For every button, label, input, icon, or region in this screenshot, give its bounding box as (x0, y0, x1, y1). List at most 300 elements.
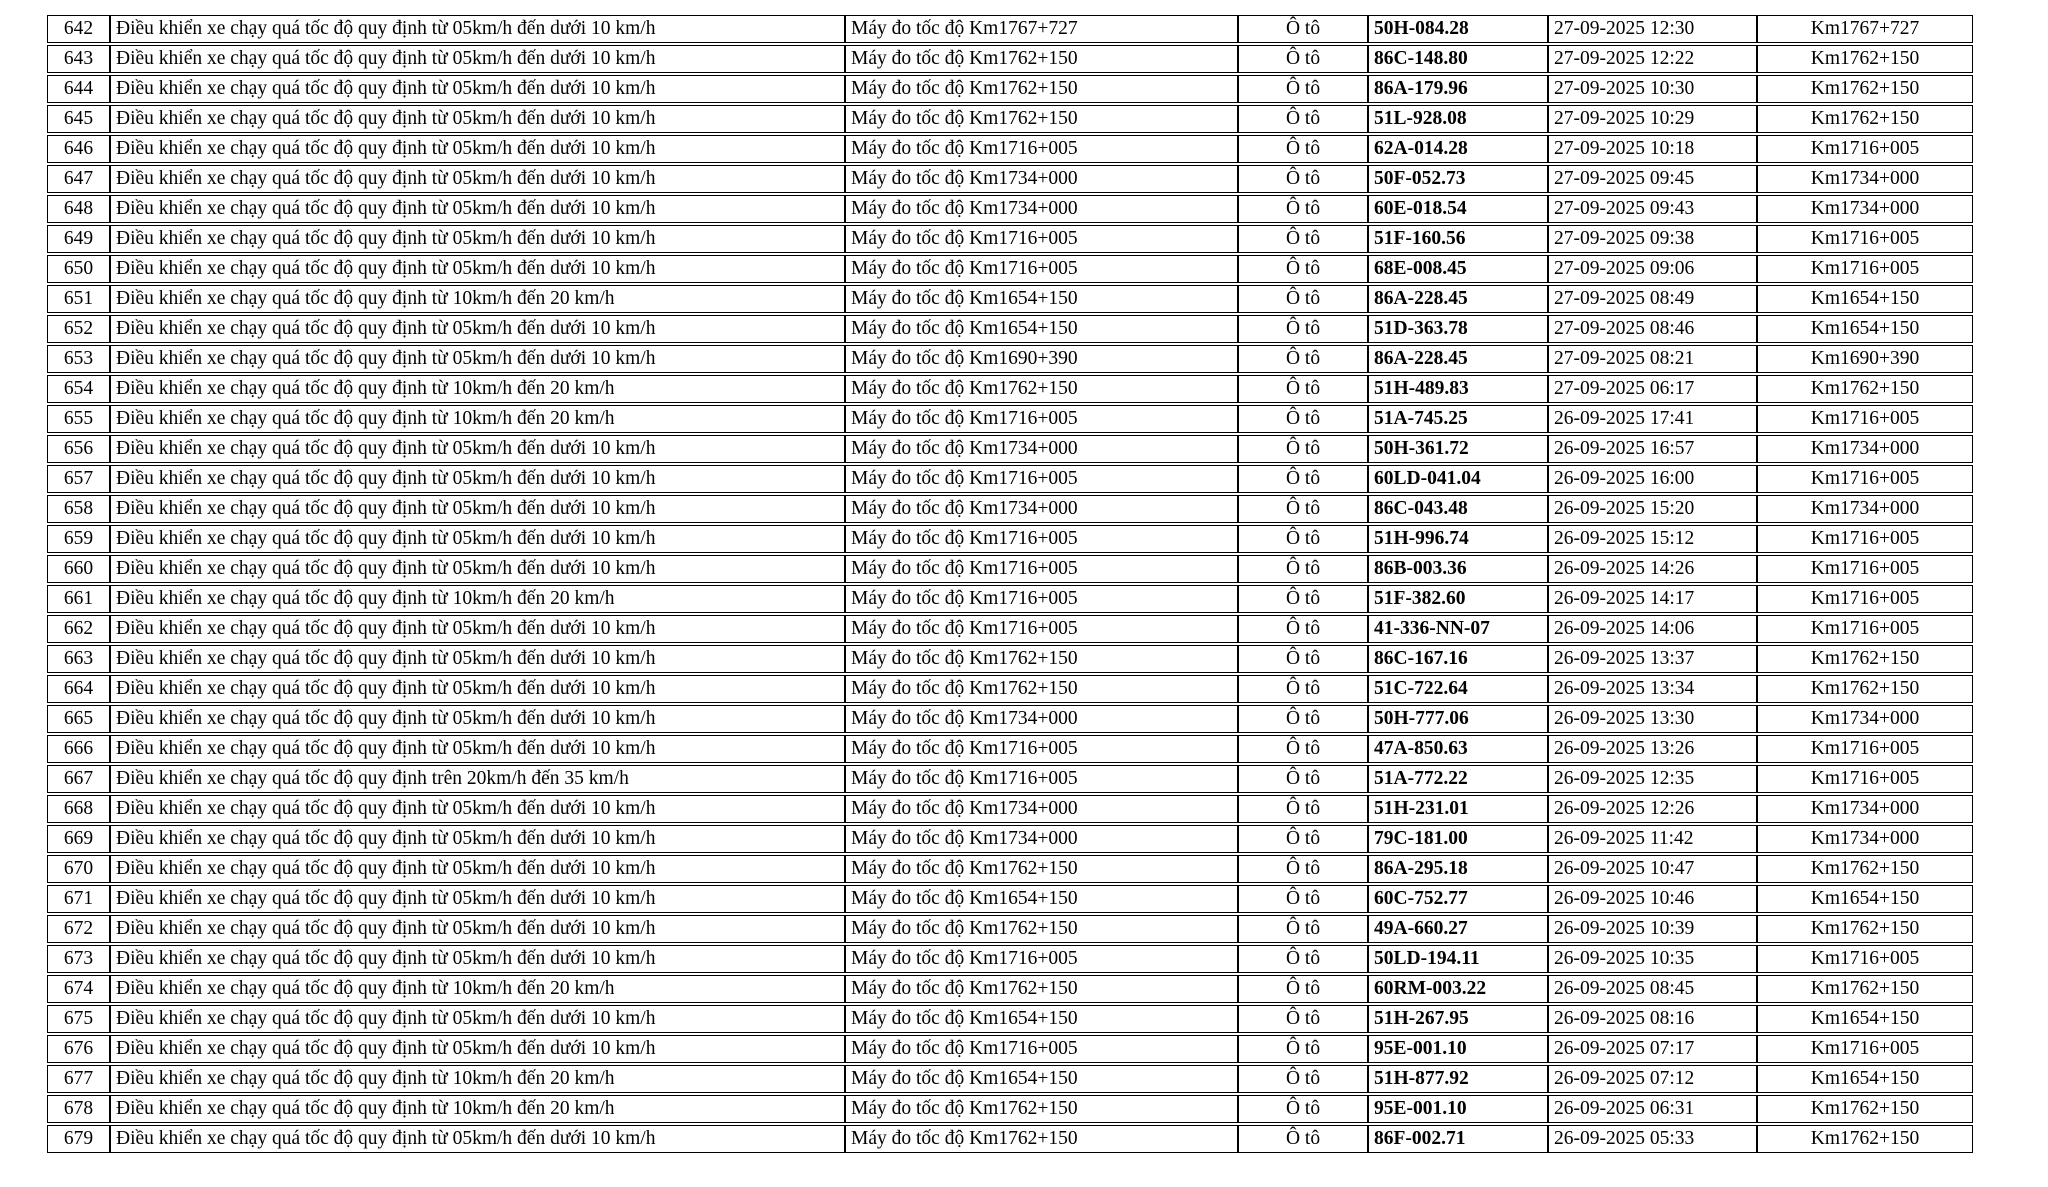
measuring-device-cell: Máy đo tốc độ Km1762+150 (845, 915, 1238, 943)
measuring-device-cell: Máy đo tốc độ Km1654+150 (845, 285, 1238, 313)
measuring-device-cell: Máy đo tốc độ Km1716+005 (845, 525, 1238, 553)
license-plate-cell: 50LD-194.11 (1368, 945, 1548, 973)
license-plate-cell: 86C-043.48 (1368, 495, 1548, 523)
vehicle-type-cell: Ô tô (1238, 15, 1368, 43)
violation-cell: Điều khiển xe chạy quá tốc độ quy định từ 05km/h đến dưới 10 km/h (110, 705, 845, 733)
vehicle-type-cell: Ô tô (1238, 135, 1368, 163)
license-plate-cell: 60C-752.77 (1368, 885, 1548, 913)
location-cell: Km1762+150 (1757, 645, 1973, 673)
location-cell: Km1716+005 (1757, 555, 1973, 583)
vehicle-type-cell: Ô tô (1238, 375, 1368, 403)
measuring-device-cell: Máy đo tốc độ Km1654+150 (845, 1065, 1238, 1093)
location-cell: Km1716+005 (1757, 735, 1973, 763)
location-cell: Km1716+005 (1757, 765, 1973, 793)
vehicle-type-cell: Ô tô (1238, 345, 1368, 373)
vehicle-type-cell: Ô tô (1238, 945, 1368, 973)
location-cell: Km1734+000 (1757, 825, 1973, 853)
vehicle-type-cell: Ô tô (1238, 405, 1368, 433)
table-row (47, 315, 1973, 343)
violation-cell: Điều khiển xe chạy quá tốc độ quy định từ 10km/h đến 20 km/h (110, 285, 845, 313)
violation-cell: Điều khiển xe chạy quá tốc độ quy định từ 05km/h đến dưới 10 km/h (110, 105, 845, 133)
license-plate-cell: 51H-267.95 (1368, 1005, 1548, 1033)
table-row (47, 105, 1973, 133)
violation-time-cell: 26-09-2025 13:34 (1548, 675, 1757, 703)
measuring-device-cell: Máy đo tốc độ Km1734+000 (845, 165, 1238, 193)
violation-cell: Điều khiển xe chạy quá tốc độ quy định từ 10km/h đến 20 km/h (110, 1095, 845, 1123)
measuring-device-cell: Máy đo tốc độ Km1716+005 (845, 225, 1238, 253)
measuring-device-cell: Máy đo tốc độ Km1716+005 (845, 765, 1238, 793)
table-row (47, 645, 1973, 673)
table-row (47, 525, 1973, 553)
vehicle-type-cell: Ô tô (1238, 45, 1368, 73)
vehicle-type-cell: Ô tô (1238, 1125, 1368, 1153)
table-row (47, 615, 1973, 643)
table-row (47, 915, 1973, 943)
measuring-device-cell: Máy đo tốc độ Km1734+000 (845, 705, 1238, 733)
violation-cell: Điều khiển xe chạy quá tốc độ quy định từ 05km/h đến dưới 10 km/h (110, 1035, 845, 1063)
violation-time-cell: 26-09-2025 14:17 (1548, 585, 1757, 613)
violation-time-cell: 26-09-2025 10:35 (1548, 945, 1757, 973)
violation-time-cell: 26-09-2025 14:26 (1548, 555, 1757, 583)
license-plate-cell: 51A-745.25 (1368, 405, 1548, 433)
violation-cell: Điều khiển xe chạy quá tốc độ quy định từ 05km/h đến dưới 10 km/h (110, 855, 845, 883)
row-number-cell: 648 (47, 195, 110, 223)
row-number-cell: 653 (47, 345, 110, 373)
vehicle-type-cell: Ô tô (1238, 555, 1368, 583)
vehicle-type-cell: Ô tô (1238, 465, 1368, 493)
measuring-device-cell: Máy đo tốc độ Km1762+150 (845, 675, 1238, 703)
location-cell: Km1716+005 (1757, 225, 1973, 253)
row-number-cell: 643 (47, 45, 110, 73)
location-cell: Km1762+150 (1757, 1125, 1973, 1153)
violation-time-cell: 27-09-2025 12:22 (1548, 45, 1757, 73)
location-cell: Km1762+150 (1757, 675, 1973, 703)
table-row (47, 1005, 1973, 1033)
row-number-cell: 642 (47, 15, 110, 43)
table-row (47, 1125, 1973, 1153)
row-number-cell: 661 (47, 585, 110, 613)
license-plate-cell: 60RM-003.22 (1368, 975, 1548, 1003)
license-plate-cell: 49A-660.27 (1368, 915, 1548, 943)
vehicle-type-cell: Ô tô (1238, 795, 1368, 823)
measuring-device-cell: Máy đo tốc độ Km1716+005 (845, 465, 1238, 493)
license-plate-cell: 86A-228.45 (1368, 345, 1548, 373)
row-number-cell: 649 (47, 225, 110, 253)
measuring-device-cell: Máy đo tốc độ Km1716+005 (845, 405, 1238, 433)
violation-time-cell: 27-09-2025 10:29 (1548, 105, 1757, 133)
measuring-device-cell: Máy đo tốc độ Km1762+150 (845, 45, 1238, 73)
license-plate-cell: 86A-295.18 (1368, 855, 1548, 883)
vehicle-type-cell: Ô tô (1238, 825, 1368, 853)
vehicle-type-cell: Ô tô (1238, 255, 1368, 283)
license-plate-cell: 50H-361.72 (1368, 435, 1548, 463)
table-row (47, 345, 1973, 373)
row-number-cell: 666 (47, 735, 110, 763)
location-cell: Km1734+000 (1757, 435, 1973, 463)
vehicle-type-cell: Ô tô (1238, 675, 1368, 703)
location-cell: Km1734+000 (1757, 195, 1973, 223)
location-cell: Km1762+150 (1757, 75, 1973, 103)
vehicle-type-cell: Ô tô (1238, 735, 1368, 763)
location-cell: Km1716+005 (1757, 615, 1973, 643)
violation-time-cell: 26-09-2025 13:30 (1548, 705, 1757, 733)
violations-table-body (47, 15, 1973, 1153)
vehicle-type-cell: Ô tô (1238, 105, 1368, 133)
vehicle-type-cell: Ô tô (1238, 525, 1368, 553)
row-number-cell: 658 (47, 495, 110, 523)
row-number-cell: 679 (47, 1125, 110, 1153)
license-plate-cell: 95E-001.10 (1368, 1035, 1548, 1063)
violation-cell: Điều khiển xe chạy quá tốc độ quy định từ 05km/h đến dưới 10 km/h (110, 75, 845, 103)
violation-time-cell: 26-09-2025 16:57 (1548, 435, 1757, 463)
row-number-cell: 668 (47, 795, 110, 823)
measuring-device-cell: Máy đo tốc độ Km1654+150 (845, 885, 1238, 913)
violation-time-cell: 26-09-2025 14:06 (1548, 615, 1757, 643)
vehicle-type-cell: Ô tô (1238, 885, 1368, 913)
vehicle-type-cell: Ô tô (1238, 1035, 1368, 1063)
violation-time-cell: 27-09-2025 10:30 (1548, 75, 1757, 103)
vehicle-type-cell: Ô tô (1238, 1095, 1368, 1123)
license-plate-cell: 86C-167.16 (1368, 645, 1548, 673)
location-cell: Km1767+727 (1757, 15, 1973, 43)
location-cell: Km1690+390 (1757, 345, 1973, 373)
violation-cell: Điều khiển xe chạy quá tốc độ quy định từ 05km/h đến dưới 10 km/h (110, 615, 845, 643)
license-plate-cell: 68E-008.45 (1368, 255, 1548, 283)
violation-cell: Điều khiển xe chạy quá tốc độ quy định từ 05km/h đến dưới 10 km/h (110, 885, 845, 913)
table-row (47, 1065, 1973, 1093)
table-row (47, 285, 1973, 313)
vehicle-type-cell: Ô tô (1238, 1005, 1368, 1033)
table-row (47, 705, 1973, 733)
violation-cell: Điều khiển xe chạy quá tốc độ quy định từ 05km/h đến dưới 10 km/h (110, 435, 845, 463)
location-cell: Km1654+150 (1757, 285, 1973, 313)
vehicle-type-cell: Ô tô (1238, 75, 1368, 103)
measuring-device-cell: Máy đo tốc độ Km1767+727 (845, 15, 1238, 43)
vehicle-type-cell: Ô tô (1238, 315, 1368, 343)
license-plate-cell: 50H-084.28 (1368, 15, 1548, 43)
location-cell: Km1716+005 (1757, 1035, 1973, 1063)
table-row (47, 795, 1973, 823)
violation-cell: Điều khiển xe chạy quá tốc độ quy định từ 05km/h đến dưới 10 km/h (110, 225, 845, 253)
violation-time-cell: 26-09-2025 10:46 (1548, 885, 1757, 913)
location-cell: Km1762+150 (1757, 105, 1973, 133)
violation-cell: Điều khiển xe chạy quá tốc độ quy định từ 05km/h đến dưới 10 km/h (110, 345, 845, 373)
location-cell: Km1716+005 (1757, 945, 1973, 973)
violation-time-cell: 27-09-2025 08:49 (1548, 285, 1757, 313)
location-cell: Km1716+005 (1757, 465, 1973, 493)
location-cell: Km1762+150 (1757, 975, 1973, 1003)
row-number-cell: 647 (47, 165, 110, 193)
license-plate-cell: 60LD-041.04 (1368, 465, 1548, 493)
violation-cell: Điều khiển xe chạy quá tốc độ quy định từ 05km/h đến dưới 10 km/h (110, 465, 845, 493)
measuring-device-cell: Máy đo tốc độ Km1762+150 (845, 1125, 1238, 1153)
table-row (47, 165, 1973, 193)
license-plate-cell: 41-336-NN-07 (1368, 615, 1548, 643)
violation-cell: Điều khiển xe chạy quá tốc độ quy định từ 05km/h đến dưới 10 km/h (110, 15, 845, 43)
table-row (47, 885, 1973, 913)
violation-time-cell: 26-09-2025 16:00 (1548, 465, 1757, 493)
row-number-cell: 676 (47, 1035, 110, 1063)
row-number-cell: 654 (47, 375, 110, 403)
measuring-device-cell: Máy đo tốc độ Km1762+150 (845, 975, 1238, 1003)
row-number-cell: 670 (47, 855, 110, 883)
violation-time-cell: 26-09-2025 07:12 (1548, 1065, 1757, 1093)
location-cell: Km1716+005 (1757, 405, 1973, 433)
table-row (47, 975, 1973, 1003)
measuring-device-cell: Máy đo tốc độ Km1654+150 (845, 1005, 1238, 1033)
license-plate-cell: 60E-018.54 (1368, 195, 1548, 223)
vehicle-type-cell: Ô tô (1238, 225, 1368, 253)
license-plate-cell: 51C-722.64 (1368, 675, 1548, 703)
table-row (47, 465, 1973, 493)
row-number-cell: 667 (47, 765, 110, 793)
table-row (47, 1095, 1973, 1123)
row-number-cell: 669 (47, 825, 110, 853)
violation-time-cell: 26-09-2025 13:26 (1548, 735, 1757, 763)
violation-time-cell: 27-09-2025 12:30 (1548, 15, 1757, 43)
violation-cell: Điều khiển xe chạy quá tốc độ quy định từ 05km/h đến dưới 10 km/h (110, 825, 845, 853)
row-number-cell: 673 (47, 945, 110, 973)
vehicle-type-cell: Ô tô (1238, 855, 1368, 883)
measuring-device-cell: Máy đo tốc độ Km1734+000 (845, 795, 1238, 823)
table-row (47, 945, 1973, 973)
row-number-cell: 652 (47, 315, 110, 343)
measuring-device-cell: Máy đo tốc độ Km1734+000 (845, 825, 1238, 853)
measuring-device-cell: Máy đo tốc độ Km1734+000 (845, 195, 1238, 223)
location-cell: Km1762+150 (1757, 1095, 1973, 1123)
violation-cell: Điều khiển xe chạy quá tốc độ quy định từ 05km/h đến dưới 10 km/h (110, 495, 845, 523)
license-plate-cell: 86C-148.80 (1368, 45, 1548, 73)
license-plate-cell: 51H-877.92 (1368, 1065, 1548, 1093)
measuring-device-cell: Máy đo tốc độ Km1762+150 (845, 855, 1238, 883)
table-row (47, 765, 1973, 793)
violation-cell: Điều khiển xe chạy quá tốc độ quy định từ 10km/h đến 20 km/h (110, 585, 845, 613)
row-number-cell: 674 (47, 975, 110, 1003)
violation-cell: Điều khiển xe chạy quá tốc độ quy định từ 05km/h đến dưới 10 km/h (110, 735, 845, 763)
measuring-device-cell: Máy đo tốc độ Km1762+150 (845, 105, 1238, 133)
location-cell: Km1654+150 (1757, 1065, 1973, 1093)
measuring-device-cell: Máy đo tốc độ Km1716+005 (845, 255, 1238, 283)
violation-cell: Điều khiển xe chạy quá tốc độ quy định từ 05km/h đến dưới 10 km/h (110, 645, 845, 673)
license-plate-cell: 86F-002.71 (1368, 1125, 1548, 1153)
table-row (47, 675, 1973, 703)
location-cell: Km1734+000 (1757, 495, 1973, 523)
row-number-cell: 675 (47, 1005, 110, 1033)
vehicle-type-cell: Ô tô (1238, 915, 1368, 943)
violation-time-cell: 26-09-2025 05:33 (1548, 1125, 1757, 1153)
row-number-cell: 659 (47, 525, 110, 553)
license-plate-cell: 62A-014.28 (1368, 135, 1548, 163)
violation-time-cell: 27-09-2025 09:43 (1548, 195, 1757, 223)
measuring-device-cell: Máy đo tốc độ Km1734+000 (845, 435, 1238, 463)
violation-cell: Điều khiển xe chạy quá tốc độ quy định từ 05km/h đến dưới 10 km/h (110, 945, 845, 973)
license-plate-cell: 51H-489.83 (1368, 375, 1548, 403)
table-row (47, 75, 1973, 103)
violation-cell: Điều khiển xe chạy quá tốc độ quy định từ 05km/h đến dưới 10 km/h (110, 255, 845, 283)
violation-time-cell: 26-09-2025 07:17 (1548, 1035, 1757, 1063)
license-plate-cell: 51L-928.08 (1368, 105, 1548, 133)
violation-cell: Điều khiển xe chạy quá tốc độ quy định từ 05km/h đến dưới 10 km/h (110, 525, 845, 553)
violation-cell: Điều khiển xe chạy quá tốc độ quy định từ 05km/h đến dưới 10 km/h (110, 675, 845, 703)
violation-time-cell: 27-09-2025 10:18 (1548, 135, 1757, 163)
measuring-device-cell: Máy đo tốc độ Km1762+150 (845, 375, 1238, 403)
vehicle-type-cell: Ô tô (1238, 1065, 1368, 1093)
table-row (47, 435, 1973, 463)
violation-cell: Điều khiển xe chạy quá tốc độ quy định từ 05km/h đến dưới 10 km/h (110, 135, 845, 163)
violation-cell: Điều khiển xe chạy quá tốc độ quy định từ 05km/h đến dưới 10 km/h (110, 555, 845, 583)
vehicle-type-cell: Ô tô (1238, 195, 1368, 223)
violation-time-cell: 26-09-2025 10:47 (1548, 855, 1757, 883)
location-cell: Km1762+150 (1757, 855, 1973, 883)
location-cell: Km1762+150 (1757, 45, 1973, 73)
license-plate-cell: 51A-772.22 (1368, 765, 1548, 793)
violation-cell: Điều khiển xe chạy quá tốc độ quy định từ 05km/h đến dưới 10 km/h (110, 45, 845, 73)
violation-time-cell: 27-09-2025 08:46 (1548, 315, 1757, 343)
table-row (47, 375, 1973, 403)
table-row (47, 735, 1973, 763)
license-plate-cell: 51F-160.56 (1368, 225, 1548, 253)
license-plate-cell: 86A-228.45 (1368, 285, 1548, 313)
violation-cell: Điều khiển xe chạy quá tốc độ quy định từ 05km/h đến dưới 10 km/h (110, 1005, 845, 1033)
row-number-cell: 651 (47, 285, 110, 313)
row-number-cell: 656 (47, 435, 110, 463)
violation-time-cell: 27-09-2025 08:21 (1548, 345, 1757, 373)
violation-time-cell: 26-09-2025 11:42 (1548, 825, 1757, 853)
table-row (47, 1035, 1973, 1063)
vehicle-type-cell: Ô tô (1238, 165, 1368, 193)
violation-time-cell: 26-09-2025 13:37 (1548, 645, 1757, 673)
row-number-cell: 657 (47, 465, 110, 493)
location-cell: Km1734+000 (1757, 165, 1973, 193)
violation-cell: Điều khiển xe chạy quá tốc độ quy định từ 10km/h đến 20 km/h (110, 405, 845, 433)
license-plate-cell: 51H-996.74 (1368, 525, 1548, 553)
violation-cell: Điều khiển xe chạy quá tốc độ quy định từ 10km/h đến 20 km/h (110, 375, 845, 403)
table-row (47, 855, 1973, 883)
license-plate-cell: 51H-231.01 (1368, 795, 1548, 823)
violation-time-cell: 26-09-2025 10:39 (1548, 915, 1757, 943)
violation-time-cell: 26-09-2025 15:20 (1548, 495, 1757, 523)
row-number-cell: 645 (47, 105, 110, 133)
violation-cell: Điều khiển xe chạy quá tốc độ quy định từ 05km/h đến dưới 10 km/h (110, 195, 845, 223)
table-row (47, 825, 1973, 853)
vehicle-type-cell: Ô tô (1238, 705, 1368, 733)
row-number-cell: 671 (47, 885, 110, 913)
measuring-device-cell: Máy đo tốc độ Km1716+005 (845, 945, 1238, 973)
table-row (47, 135, 1973, 163)
measuring-device-cell: Máy đo tốc độ Km1716+005 (845, 585, 1238, 613)
license-plate-cell: 50F-052.73 (1368, 165, 1548, 193)
measuring-device-cell: Máy đo tốc độ Km1762+150 (845, 645, 1238, 673)
license-plate-cell: 79C-181.00 (1368, 825, 1548, 853)
table-row (47, 585, 1973, 613)
violation-time-cell: 26-09-2025 12:35 (1548, 765, 1757, 793)
table-row (47, 255, 1973, 283)
vehicle-type-cell: Ô tô (1238, 495, 1368, 523)
violation-time-cell: 27-09-2025 09:06 (1548, 255, 1757, 283)
license-plate-cell: 95E-001.10 (1368, 1095, 1548, 1123)
measuring-device-cell: Máy đo tốc độ Km1716+005 (845, 615, 1238, 643)
row-number-cell: 664 (47, 675, 110, 703)
row-number-cell: 665 (47, 705, 110, 733)
violation-time-cell: 26-09-2025 15:12 (1548, 525, 1757, 553)
measuring-device-cell: Máy đo tốc độ Km1690+390 (845, 345, 1238, 373)
license-plate-cell: 51D-363.78 (1368, 315, 1548, 343)
table-row (47, 495, 1973, 523)
license-plate-cell: 47A-850.63 (1368, 735, 1548, 763)
violation-time-cell: 26-09-2025 17:41 (1548, 405, 1757, 433)
violation-time-cell: 27-09-2025 09:38 (1548, 225, 1757, 253)
location-cell: Km1654+150 (1757, 885, 1973, 913)
location-cell: Km1762+150 (1757, 375, 1973, 403)
violation-cell: Điều khiển xe chạy quá tốc độ quy định trên 20km/h đến 35 km/h (110, 765, 845, 793)
measuring-device-cell: Máy đo tốc độ Km1716+005 (845, 1035, 1238, 1063)
vehicle-type-cell: Ô tô (1238, 765, 1368, 793)
row-number-cell: 644 (47, 75, 110, 103)
location-cell: Km1716+005 (1757, 135, 1973, 163)
location-cell: Km1716+005 (1757, 585, 1973, 613)
violation-cell: Điều khiển xe chạy quá tốc độ quy định từ 05km/h đến dưới 10 km/h (110, 165, 845, 193)
row-number-cell: 655 (47, 405, 110, 433)
row-number-cell: 663 (47, 645, 110, 673)
row-number-cell: 662 (47, 615, 110, 643)
location-cell: Km1734+000 (1757, 795, 1973, 823)
vehicle-type-cell: Ô tô (1238, 615, 1368, 643)
violation-time-cell: 26-09-2025 08:16 (1548, 1005, 1757, 1033)
license-plate-cell: 86B-003.36 (1368, 555, 1548, 583)
measuring-device-cell: Máy đo tốc độ Km1654+150 (845, 315, 1238, 343)
measuring-device-cell: Máy đo tốc độ Km1762+150 (845, 75, 1238, 103)
vehicle-type-cell: Ô tô (1238, 975, 1368, 1003)
vehicle-type-cell: Ô tô (1238, 285, 1368, 313)
license-plate-cell: 86A-179.96 (1368, 75, 1548, 103)
location-cell: Km1734+000 (1757, 705, 1973, 733)
violations-table (47, 13, 1973, 1155)
violation-cell: Điều khiển xe chạy quá tốc độ quy định từ 05km/h đến dưới 10 km/h (110, 795, 845, 823)
row-number-cell: 646 (47, 135, 110, 163)
violation-time-cell: 26-09-2025 08:45 (1548, 975, 1757, 1003)
row-number-cell: 678 (47, 1095, 110, 1123)
violation-time-cell: 26-09-2025 12:26 (1548, 795, 1757, 823)
measuring-device-cell: Máy đo tốc độ Km1716+005 (845, 135, 1238, 163)
row-number-cell: 672 (47, 915, 110, 943)
location-cell: Km1654+150 (1757, 315, 1973, 343)
table-row (47, 45, 1973, 73)
violation-time-cell: 26-09-2025 06:31 (1548, 1095, 1757, 1123)
table-row (47, 195, 1973, 223)
license-plate-cell: 51F-382.60 (1368, 585, 1548, 613)
measuring-device-cell: Máy đo tốc độ Km1716+005 (845, 735, 1238, 763)
violation-cell: Điều khiển xe chạy quá tốc độ quy định từ 05km/h đến dưới 10 km/h (110, 1125, 845, 1153)
measuring-device-cell: Máy đo tốc độ Km1734+000 (845, 495, 1238, 523)
vehicle-type-cell: Ô tô (1238, 435, 1368, 463)
violation-time-cell: 27-09-2025 06:17 (1548, 375, 1757, 403)
location-cell: Km1716+005 (1757, 525, 1973, 553)
license-plate-cell: 50H-777.06 (1368, 705, 1548, 733)
row-number-cell: 677 (47, 1065, 110, 1093)
violation-cell: Điều khiển xe chạy quá tốc độ quy định từ 10km/h đến 20 km/h (110, 975, 845, 1003)
table-row (47, 15, 1973, 43)
location-cell: Km1762+150 (1757, 915, 1973, 943)
row-number-cell: 650 (47, 255, 110, 283)
location-cell: Km1654+150 (1757, 1005, 1973, 1033)
measuring-device-cell: Máy đo tốc độ Km1716+005 (845, 555, 1238, 583)
violation-cell: Điều khiển xe chạy quá tốc độ quy định từ 10km/h đến 20 km/h (110, 1065, 845, 1093)
vehicle-type-cell: Ô tô (1238, 585, 1368, 613)
table-row (47, 555, 1973, 583)
violation-cell: Điều khiển xe chạy quá tốc độ quy định từ 05km/h đến dưới 10 km/h (110, 915, 845, 943)
vehicle-type-cell: Ô tô (1238, 645, 1368, 673)
table-row (47, 405, 1973, 433)
